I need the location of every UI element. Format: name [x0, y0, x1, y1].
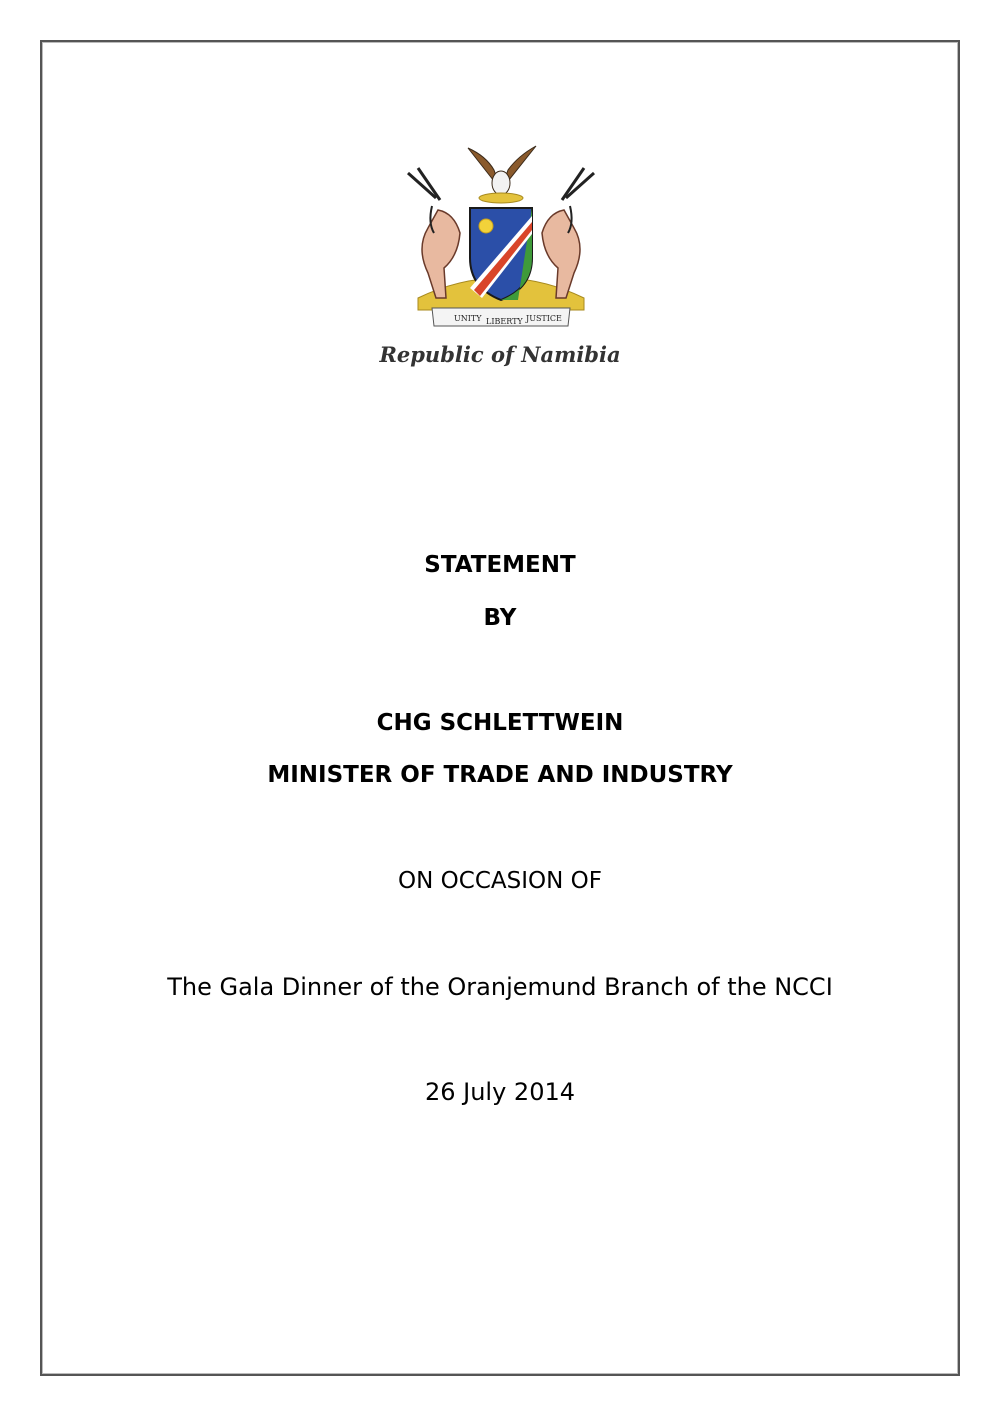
- emblem-caption: Republic of Namibia: [379, 342, 621, 367]
- shield-icon: [470, 208, 532, 300]
- svg-text:LIBERTY: LIBERTY: [486, 317, 523, 326]
- speaker-title: MINISTER OF TRADE AND INDUSTRY: [267, 762, 733, 788]
- right-oryx-icon: [542, 168, 594, 298]
- coat-of-arms-icon: [398, 138, 604, 334]
- svg-text:UNITY: UNITY: [454, 314, 482, 323]
- svg-text:JUSTICE: JUSTICE: [526, 314, 562, 323]
- left-oryx-icon: [408, 168, 460, 298]
- occasion-intro: ON OCCASION OF: [398, 868, 602, 894]
- event-name: The Gala Dinner of the Oranjemund Branch of the NCCI: [167, 973, 833, 1001]
- motto-ribbon: [432, 308, 570, 326]
- event-date: 26 July 2014: [424, 1078, 576, 1106]
- by-heading: BY: [483, 605, 517, 631]
- statement-heading: STATEMENT: [424, 552, 576, 578]
- speaker-name: CHG SCHLETTWEIN: [376, 710, 624, 736]
- eagle-icon: [468, 146, 536, 203]
